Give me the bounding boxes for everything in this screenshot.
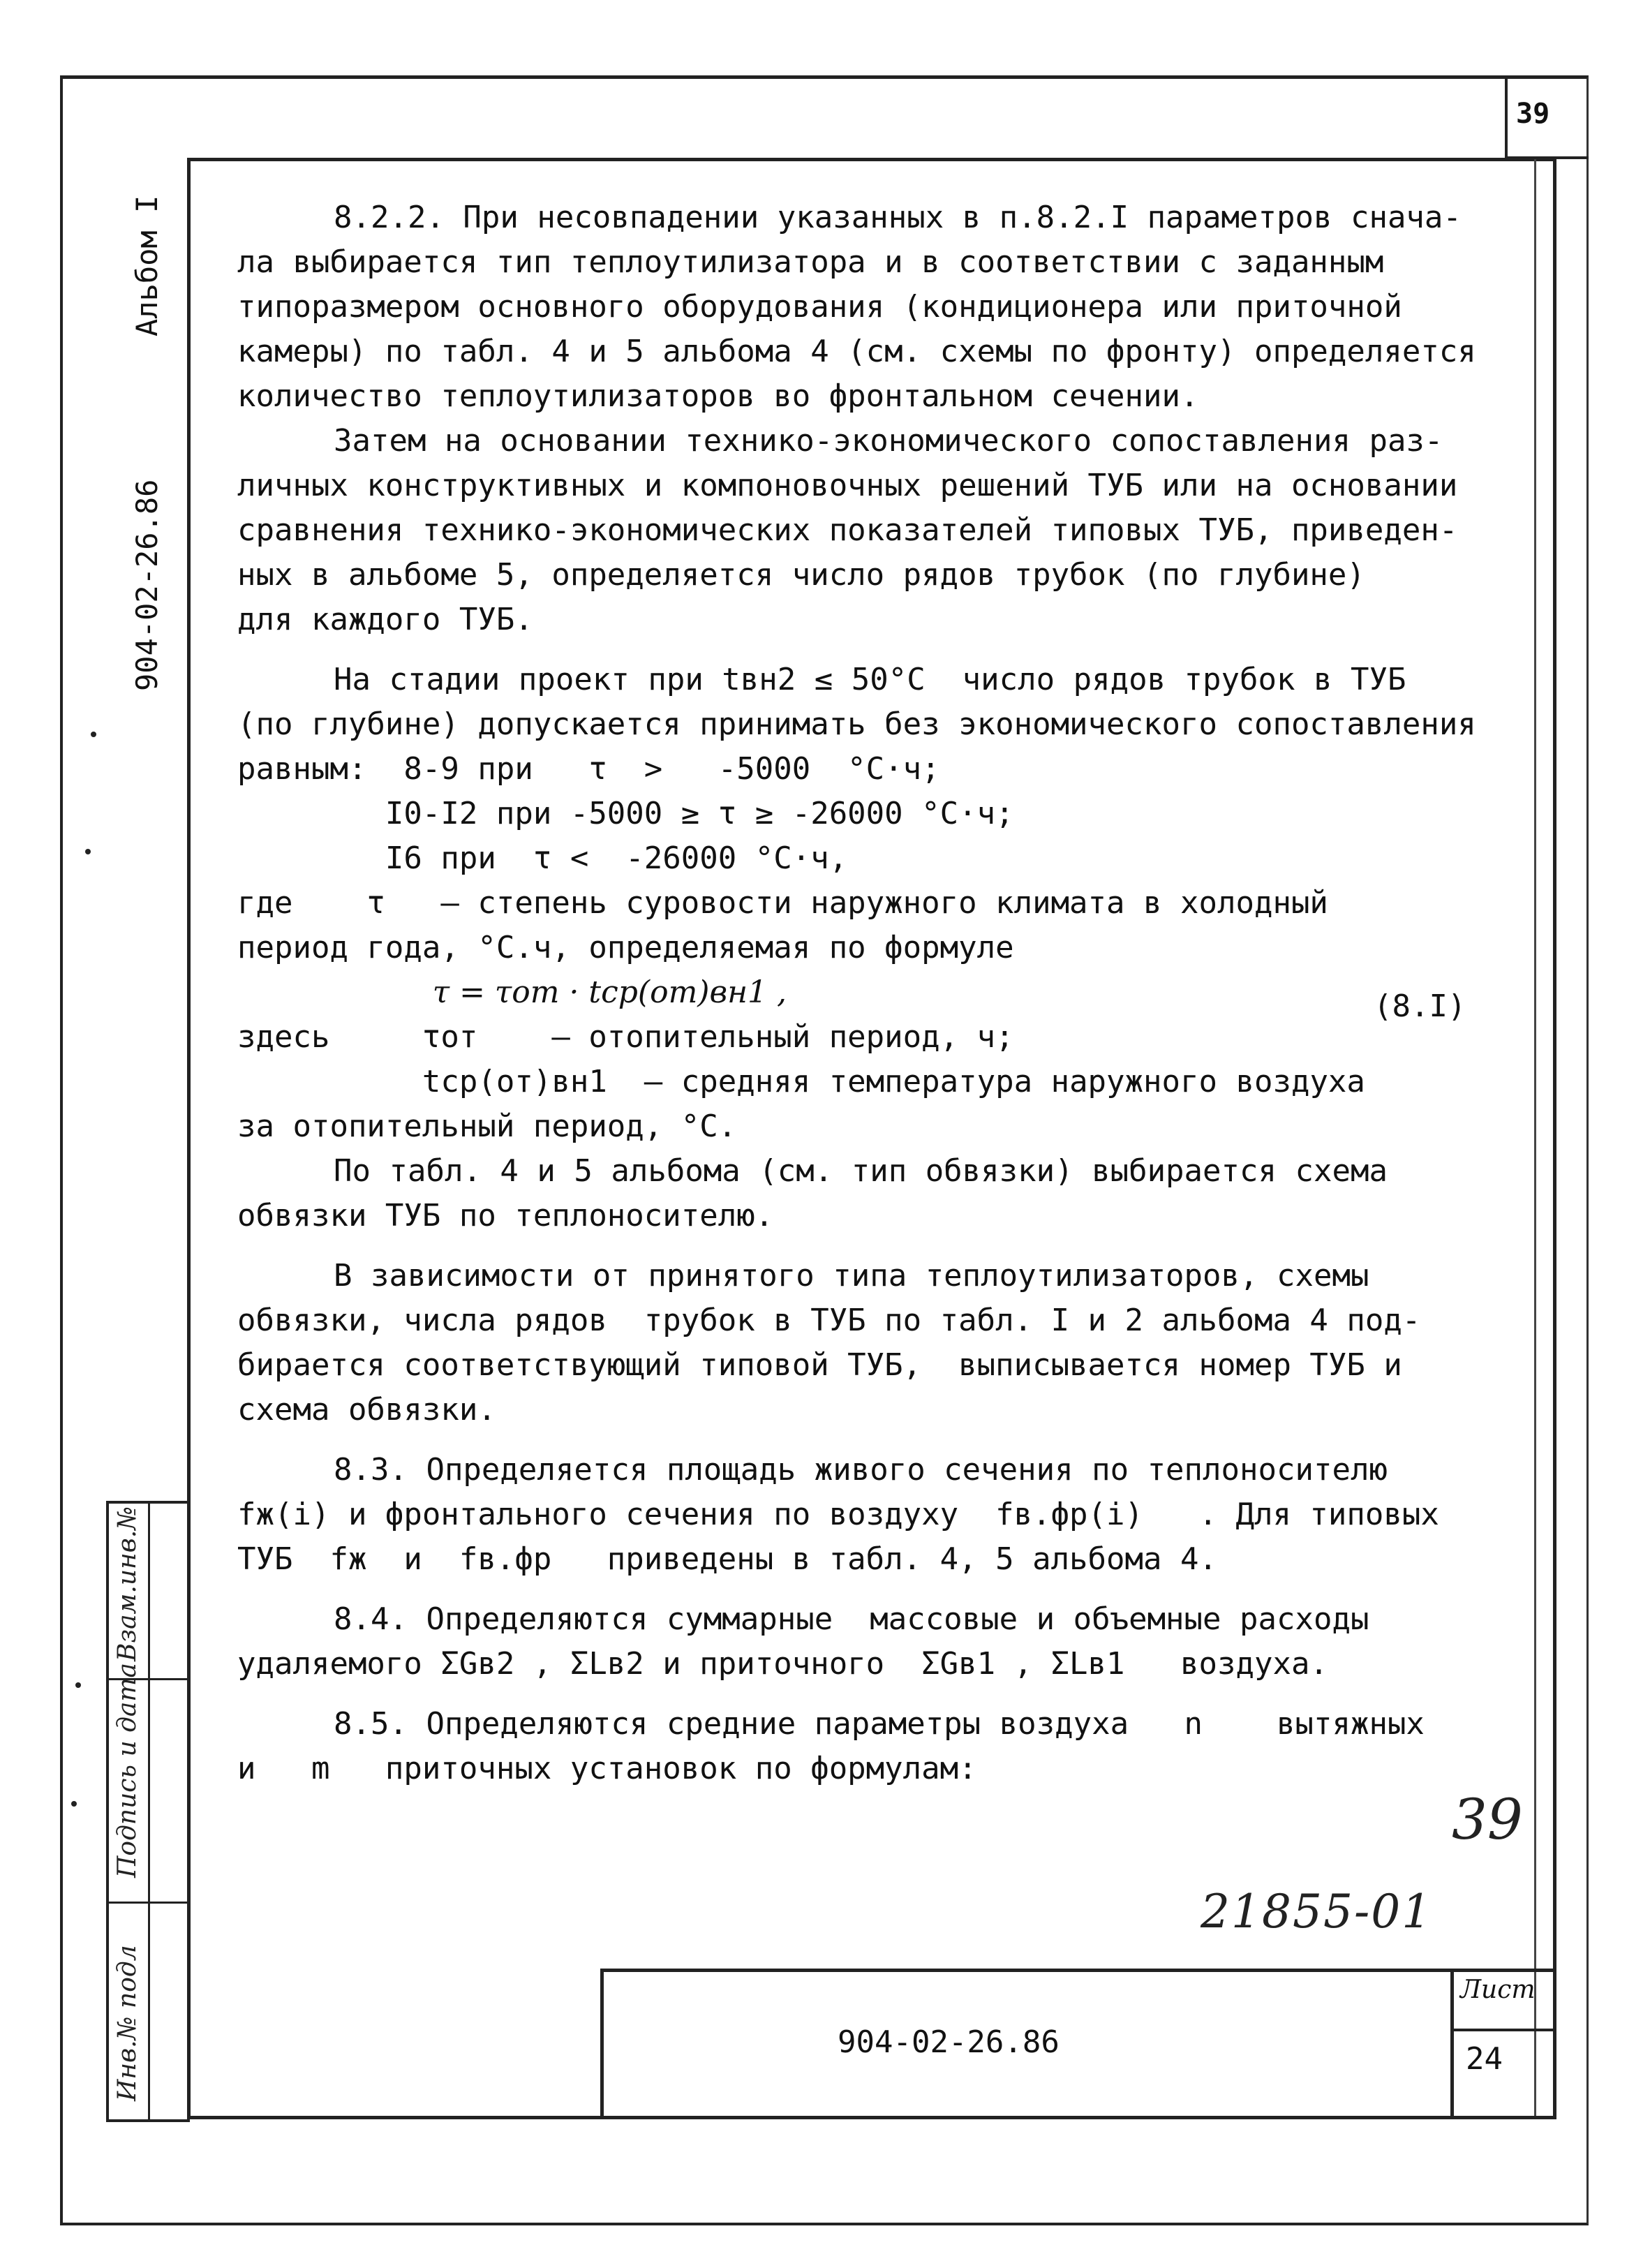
sheet-label: Лист — [1460, 1976, 1536, 2004]
body-text — [237, 195, 1522, 1791]
body-line: tср(от)вн1 – средняя температура наружного воздуха — [237, 1064, 1365, 1099]
body-line: камеры) по табл. 4 и 5 альбома 4 (см. схемы по фронту) определяется — [237, 334, 1476, 369]
body-line: 8.3. Определяется площадь живого сечения по теплоносителю — [334, 1452, 1388, 1488]
body-line: за отопительный период, °С. — [237, 1109, 737, 1144]
title-block-code: 904-02-26.86 — [838, 2024, 1060, 2060]
body-line: 8.4. Определяются суммарные массовые и объемные расходы — [334, 1601, 1369, 1637]
body-line: схема обвязки. — [237, 1392, 496, 1428]
body-line: период года, °С.ч, определяемая по формуле — [237, 930, 1014, 965]
handwritten-page-number: 39 — [1452, 1787, 1523, 1852]
stamp-replace-label: Взам.инв.№ — [113, 1506, 142, 1661]
body-line: бирается соответствующий типовой ТУБ, выписывается номер ТУБ и — [237, 1347, 1402, 1383]
margin-dot — [85, 849, 91, 854]
body-line: fж(i) и фронтального сечения по воздуху fв.фр(i) . Для типовых — [237, 1497, 1439, 1532]
body-line: ла выбирается тип теплоутилизатора и в соответствии с заданным — [237, 244, 1384, 280]
sheet-number: 24 — [1466, 2041, 1503, 2077]
margin-dot — [75, 1682, 81, 1688]
body-line: ТУБ fж и fв.фр приведены в табл. 4, 5 альбома 4. — [237, 1541, 1217, 1577]
body-line: По табл. 4 и 5 альбома (см. тип обвязки) выбирается схема — [334, 1153, 1388, 1189]
sidebar-album: Альбом I — [130, 195, 164, 336]
body-line: и m приточных установок по формулам: — [237, 1751, 977, 1786]
body-line: 8.2.2. При несовпадении указанных в п.8.2.I параметров снача- — [334, 200, 1462, 235]
margin-dot — [91, 732, 96, 737]
frame-inner-line — [1534, 158, 1536, 2119]
body-line: для каждого ТУБ. — [237, 602, 533, 637]
body-line: личных конструктивных и компоновочных решений ТУБ или на основании — [237, 468, 1458, 503]
body-line: типоразмером основного оборудования (кондиционера или приточной — [237, 289, 1402, 325]
stamp-signature-label: Подпись и дата — [113, 1663, 142, 1878]
title-block — [600, 1969, 1556, 2119]
body-line: где τ – степень суровости наружного климата в холодный — [237, 885, 1328, 921]
body-line: удаляемого ΣGв2 , ΣLв2 и приточного ΣGв1 , ΣLв1 воздуха. — [237, 1646, 1328, 1682]
body-line: Затем на основании технико-экономического сопоставления раз- — [334, 423, 1443, 459]
body-line: I6 при τ < -26000 °С·ч, — [237, 840, 848, 876]
sidebar-doc-code: 904-02-26.86 — [130, 479, 164, 691]
equation-number: (8.I) — [1374, 988, 1466, 1024]
corner-page-number: 39 — [1516, 98, 1550, 130]
body-line: равным: 8-9 при τ > -5000 °С·ч; — [237, 751, 940, 787]
body-line: обвязки ТУБ по теплоносителю. — [237, 1198, 774, 1233]
handwritten-doc-number: 21855-01 — [1201, 1885, 1433, 1939]
body-line: 8.5. Определяются средние параметры воздуха n вытяжных — [334, 1706, 1425, 1742]
stamp-inv-label: Инв.№ подл — [113, 1945, 142, 2101]
body-line: На стадии проект при tвн2 ≤ 50°C число рядов трубок в ТУБ — [334, 662, 1406, 697]
margin-dot — [71, 1801, 77, 1807]
body-line: здесь τот – отопительный период, ч; — [237, 1019, 1014, 1055]
body-line: количество теплоутилизаторов во фронтальном сечении. — [237, 378, 1199, 414]
body-line: I0-I2 при -5000 ≥ τ ≥ -26000 °С·ч; — [237, 796, 1014, 831]
body-line: обвязки, числа рядов трубок в ТУБ по табл. I и 2 альбома 4 под- — [237, 1303, 1421, 1338]
body-line: В зависимости от принятого типа теплоутилизаторов, схемы — [334, 1258, 1369, 1294]
body-line: ных в альбоме 5, определяется число рядов трубок (по глубине) — [237, 557, 1365, 593]
body-line: сравнения технико-экономических показателей типовых ТУБ, приведен- — [237, 512, 1458, 548]
formula-line: τ = τот · tср(от)вн1 , — [237, 974, 787, 1010]
body-line: (по глубине) допускается принимать без экономического сопоставления — [237, 706, 1476, 742]
